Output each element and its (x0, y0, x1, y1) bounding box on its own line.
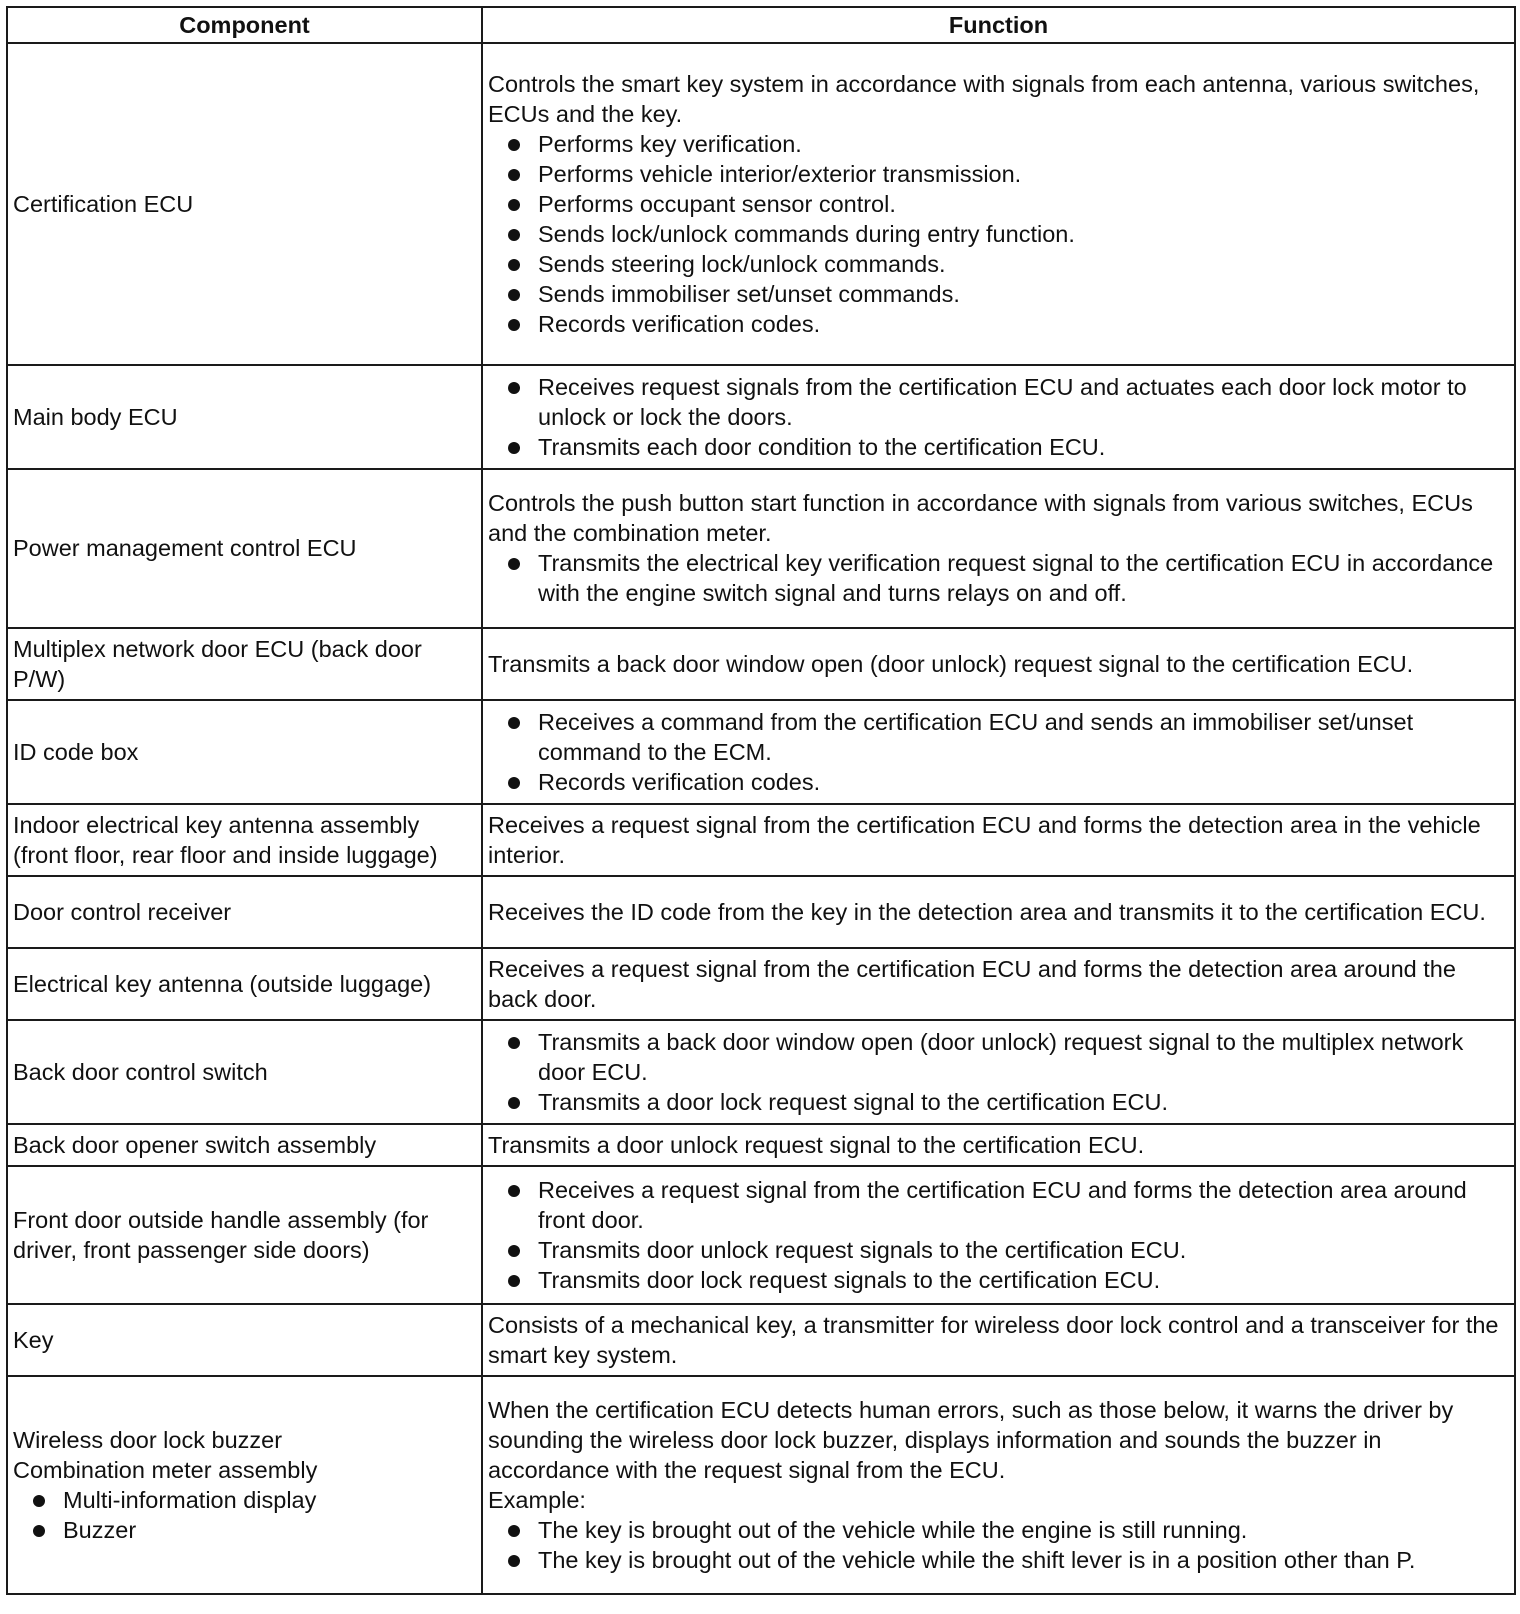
component-cell: Electrical key antenna (outside luggage) (7, 948, 482, 1020)
component-cell: Back door opener switch assembly (7, 1124, 482, 1166)
component-cell: Multiplex network door ECU (back door P/W) (7, 628, 482, 700)
bullet-icon (33, 1525, 45, 1537)
list-item: Records verification codes. (488, 309, 1509, 339)
table-row (7, 1124, 1515, 1166)
component-cell: Door control receiver (7, 876, 482, 948)
bullet-icon (508, 139, 520, 151)
component-cell: Back door control switch (7, 1020, 482, 1124)
function-cell: Transmits a door unlock request signal to the certification ECU. (482, 1124, 1515, 1166)
bullet-icon (508, 1555, 520, 1567)
function-bullet-list (488, 129, 1509, 339)
function-bullet-list (488, 548, 1509, 608)
component-bullet-list (13, 1485, 476, 1545)
function-bullet-list (488, 1515, 1509, 1575)
bullet-icon (508, 717, 520, 729)
header-component: Component (7, 7, 482, 43)
function-bullet-list (488, 372, 1509, 462)
bullet-icon (508, 1037, 520, 1049)
bullet-icon (508, 777, 520, 789)
function-cell: Receives a request signal from the certification ECU and forms the detection area around the back door. (482, 948, 1515, 1020)
header-function: Function (482, 7, 1515, 43)
list-item: Transmits door lock request signals to the certification ECU. (488, 1265, 1509, 1295)
bullet-icon (508, 382, 520, 394)
function-cell (482, 1376, 1515, 1594)
component-cell: Main body ECU (7, 365, 482, 469)
component-function-table-wrapper (6, 6, 1514, 1595)
bullet-icon (508, 169, 520, 181)
bullet-icon (508, 558, 520, 570)
function-cell (482, 43, 1515, 365)
bullet-icon (508, 289, 520, 301)
list-item: Performs occupant sensor control. (488, 189, 1509, 219)
function-cell (482, 700, 1515, 804)
table-row (7, 948, 1515, 1020)
bullet-icon (508, 199, 520, 211)
table-row (7, 1020, 1515, 1124)
function-bullet-list (488, 1027, 1509, 1117)
component-cell: Key (7, 1304, 482, 1376)
component-function-table (6, 6, 1516, 1595)
list-item: Receives request signals from the certification ECU and actuates each door lock motor to unlock or lock the doors. (488, 372, 1509, 432)
bullet-icon (508, 229, 520, 241)
bullet-icon (508, 1525, 520, 1537)
function-cell (482, 365, 1515, 469)
bullet-icon (508, 1097, 520, 1109)
list-item: Sends lock/unlock commands during entry function. (488, 219, 1509, 249)
function-cell: Transmits a back door window open (door unlock) request signal to the certification ECU. (482, 628, 1515, 700)
function-cell: Receives the ID code from the key in the detection area and transmits it to the certification ECU. (482, 876, 1515, 948)
list-item: Transmits each door condition to the certification ECU. (488, 432, 1509, 462)
list-item: Performs vehicle interior/exterior transmission. (488, 159, 1509, 189)
table-row (7, 876, 1515, 948)
table-row (7, 1166, 1515, 1304)
function-bullet-list (488, 707, 1509, 797)
function-intro: Controls the smart key system in accordance with signals from each antenna, various switches, ECUs and the key. (488, 70, 1480, 127)
component-cell (7, 1376, 482, 1594)
list-item: The key is brought out of the vehicle while the engine is still running. (488, 1515, 1509, 1545)
list-item: Transmits the electrical key verification request signal to the certification ECU in accordance with the engine switch signal and turns relays on and off. (488, 548, 1509, 608)
function-cell: Consists of a mechanical key, a transmitter for wireless door lock control and a transceiver for the smart key system. (482, 1304, 1515, 1376)
list-item: Buzzer (13, 1515, 476, 1545)
list-item: Multi-information display (13, 1485, 476, 1515)
table-row (7, 628, 1515, 700)
list-item: Receives a command from the certification ECU and sends an immobiliser set/unset command to the ECM. (488, 707, 1509, 767)
table-row (7, 469, 1515, 628)
component-line: Combination meter assembly (13, 1456, 318, 1483)
bullet-icon (33, 1495, 45, 1507)
function-intro: Controls the push button start function in accordance with signals from various switches, ECUs and the combination meter. (488, 490, 1473, 546)
bullet-icon (508, 1245, 520, 1257)
header-row (7, 7, 1515, 43)
list-item: Transmits door unlock request signals to the certification ECU. (488, 1235, 1509, 1265)
function-cell (482, 469, 1515, 628)
function-intro: When the certification ECU detects human errors, such as those below, it warns the driver by sounding the wireless door lock buzzer, displays information and sounds the buzzer in accordance with the request signal from the ECU. (488, 1396, 1454, 1483)
table-row (7, 1304, 1515, 1376)
component-cell: Power management control ECU (7, 469, 482, 628)
list-item: Sends immobiliser set/unset commands. (488, 279, 1509, 309)
table-row (7, 1376, 1515, 1594)
list-item: Records verification codes. (488, 767, 1509, 797)
component-cell: Indoor electrical key antenna assembly (front floor, rear floor and inside luggage) (7, 804, 482, 876)
bullet-icon (508, 1185, 520, 1197)
bullet-icon (508, 442, 520, 454)
component-cell: ID code box (7, 700, 482, 804)
table-row (7, 365, 1515, 469)
list-item: Receives a request signal from the certification ECU and forms the detection area around front door. (488, 1175, 1509, 1235)
list-item: Transmits a door lock request signal to the certification ECU. (488, 1087, 1509, 1117)
table-row (7, 804, 1515, 876)
table-row (7, 43, 1515, 365)
function-cell (482, 1166, 1515, 1304)
table-row (7, 700, 1515, 804)
list-item: The key is brought out of the vehicle while the shift lever is in a position other than P. (488, 1545, 1509, 1575)
list-item: Performs key verification. (488, 129, 1509, 159)
example-label: Example: (488, 1486, 586, 1513)
function-bullet-list (488, 1175, 1509, 1295)
list-item: Sends steering lock/unlock commands. (488, 249, 1509, 279)
component-cell: Front door outside handle assembly (for driver, front passenger side doors) (7, 1166, 482, 1304)
bullet-icon (508, 259, 520, 271)
function-cell (482, 1020, 1515, 1124)
function-cell: Receives a request signal from the certification ECU and forms the detection area in the vehicle interior. (482, 804, 1515, 876)
component-cell: Certification ECU (7, 43, 482, 365)
bullet-icon (508, 1275, 520, 1287)
component-line: Wireless door lock buzzer (13, 1426, 283, 1453)
bullet-icon (508, 319, 520, 331)
list-item: Transmits a back door window open (door unlock) request signal to the multiplex network door ECU. (488, 1027, 1509, 1087)
